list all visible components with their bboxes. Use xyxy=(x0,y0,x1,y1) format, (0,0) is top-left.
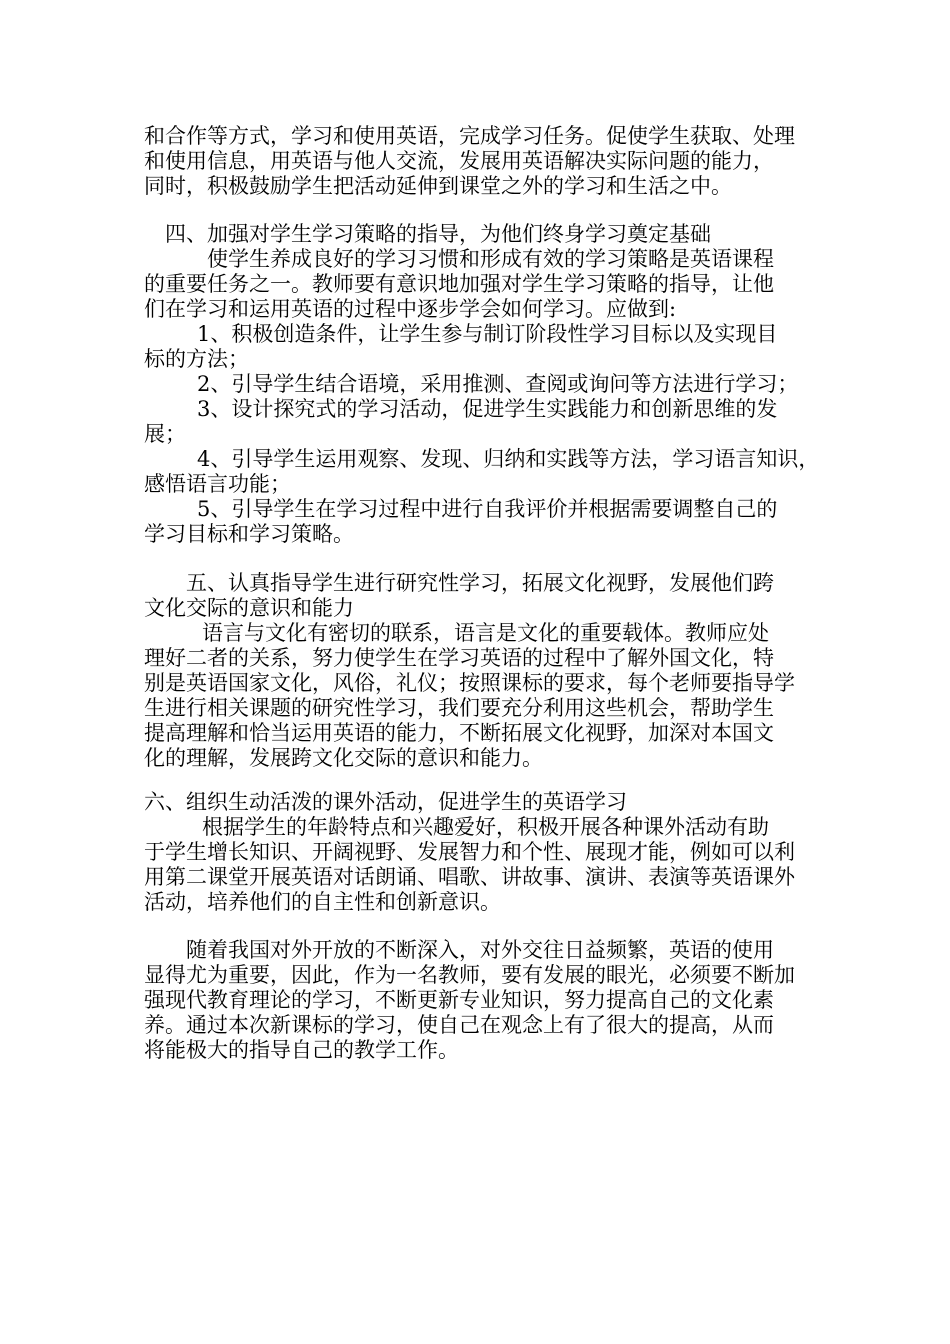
intro-paragraph xyxy=(144,124,816,199)
conclusion-paragraph xyxy=(144,938,816,1063)
section-4-item-1: 1、积极创造条件，让学生参与制订阶段性学习目标以及实现目 xyxy=(197,322,778,346)
section-4-item-5: 5、引导学生在学习过程中进行自我评价并根据需要调整自己的 xyxy=(197,497,778,521)
section-5-body-line-4: 生进行相关课题的研究性学习，我们要充分利用这些机会，帮助学生 xyxy=(144,696,774,720)
conclusion-line-5: 将能极大的指导自己的教学工作。 xyxy=(144,1038,459,1062)
section-5-heading-line-1: 五、认真指导学生进行研究性学习，拓展文化视野，发展他们跨 xyxy=(186,571,774,595)
section-5 xyxy=(144,571,816,771)
section-6-body-line-3: 用第二课堂开展英语对话朗诵、唱歌、讲故事、演讲、表演等英语课外 xyxy=(144,865,795,889)
section-4-heading: 四、加强对学生学习策略的指导，为他们终身学习奠定基础 xyxy=(165,222,711,246)
section-4-item-1-cont: 标的方法； xyxy=(144,347,249,371)
section-4-body-line-1: 使学生养成良好的学习习惯和形成有效的学习策略是英语课程 xyxy=(207,247,774,271)
section-5-heading-line-2: 文化交际的意识和能力 xyxy=(144,596,354,620)
section-6 xyxy=(144,790,816,915)
section-4 xyxy=(144,222,820,547)
conclusion-line-3: 强现代教育理论的学习，不断更新专业知识，努力提高自己的文化素 xyxy=(144,988,774,1012)
section-4-body-line-2: 的重要任务之一。教师要有意识地加强对学生学习策略的指导，让他 xyxy=(144,272,774,296)
intro-line-2: 和使用信息，用英语与他人交流，发展用英语解决实际问题的能力， xyxy=(144,149,774,173)
section-4-item-3-cont: 展； xyxy=(144,422,186,446)
section-4-item-4-cont: 感悟语言功能； xyxy=(144,472,291,496)
section-6-body-line-1: 根据学生的年龄特点和兴趣爱好，积极开展各种课外活动有助 xyxy=(202,815,769,839)
section-5-body-line-5: 提高理解和恰当运用英语的能力，不断拓展文化视野，加深对本国文 xyxy=(144,721,774,745)
section-5-body-line-3: 别是英语国家文化，风俗，礼仪；按照课标的要求，每个老师要指导学 xyxy=(144,671,795,695)
conclusion-line-1: 随着我国对外开放的不断深入，对外交往日益频繁，英语的使用 xyxy=(186,938,774,962)
intro-line-3: 同时，积极鼓励学生把活动延伸到课堂之外的学习和生活之中。 xyxy=(144,174,732,198)
conclusion-line-2: 显得尤为重要，因此，作为一名教师，要有发展的眼光，必须要不断加 xyxy=(144,963,795,987)
section-4-body-line-3: 们在学习和运用英语的过程中逐步学会如何学习。应做到: xyxy=(144,297,677,321)
section-5-body-line-1: 语言与文化有密切的联系，语言是文化的重要载体。教师应处 xyxy=(202,621,769,645)
intro-line-1: 和合作等方式，学习和使用英语，完成学习任务。促使学生获取、处理 xyxy=(144,124,795,148)
section-4-item-4: 4、引导学生运用观察、发现、归纳和实践等方法，学习语言知识， xyxy=(197,447,820,471)
section-6-body-line-4: 活动，培养他们的自主性和创新意识。 xyxy=(144,890,501,914)
section-6-heading: 六、组织生动活泼的课外活动，促进学生的英语学习 xyxy=(144,790,627,814)
section-5-body-line-2: 理好二者的关系，努力使学生在学习英语的过程中了解外国文化，特 xyxy=(144,646,774,670)
section-6-body-line-2: 于学生增长知识、开阔视野、发展智力和个性、展现才能，例如可以利 xyxy=(144,840,795,864)
section-5-body-line-6: 化的理解，发展跨文化交际的意识和能力。 xyxy=(144,746,543,770)
section-4-item-5-cont: 学习目标和学习策略。 xyxy=(144,522,354,546)
conclusion-line-4: 养。通过本次新课标的学习，使自己在观念上有了很大的提高，从而 xyxy=(144,1013,774,1037)
section-4-item-3: 3、设计探究式的学习活动，促进学生实践能力和创新思维的发 xyxy=(197,397,778,421)
section-4-item-2: 2、引导学生结合语境，采用推测、查阅或询问等方法进行学习； xyxy=(197,372,799,396)
